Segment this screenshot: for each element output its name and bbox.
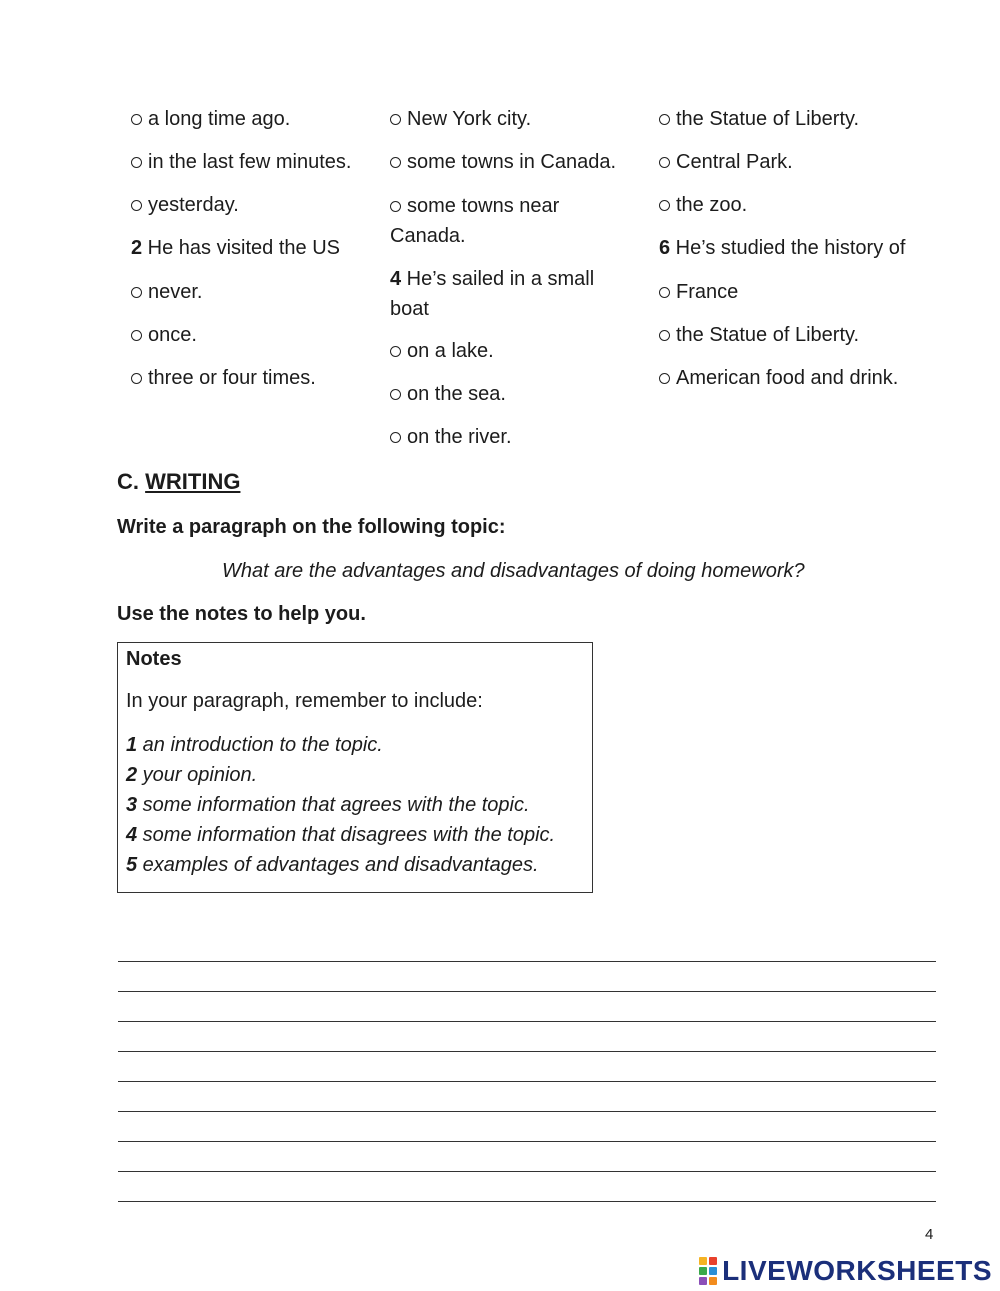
option-towns-near-canada[interactable]: some towns near (390, 194, 559, 218)
answer-line[interactable] (118, 961, 936, 962)
option-never[interactable]: never. (131, 280, 202, 304)
option-on-the-sea[interactable]: on the sea. (390, 382, 506, 406)
question-4-line2: boat (390, 298, 429, 320)
option-statue-of-liberty[interactable]: the Statue of Liberty. (659, 107, 859, 131)
radio-icon[interactable] (659, 373, 670, 384)
notes-title: Notes (126, 648, 182, 670)
answer-line[interactable] (118, 1201, 936, 1202)
notes-item: 5 examples of advantages and disadvantages. (126, 854, 539, 876)
section-heading-writing: C. WRITING (117, 469, 241, 494)
radio-icon[interactable] (390, 114, 401, 125)
radio-icon[interactable] (390, 201, 401, 212)
radio-icon[interactable] (390, 346, 401, 357)
radio-icon[interactable] (131, 330, 142, 341)
option-once[interactable]: once. (131, 323, 197, 347)
writing-instruction: Write a paragraph on the following topic: (117, 516, 506, 538)
notes-help-text: Use the notes to help you. (117, 603, 366, 625)
radio-icon[interactable] (131, 157, 142, 168)
option-yesterday[interactable]: yesterday. (131, 193, 239, 217)
notes-item: 4 some information that disagrees with the topic. (126, 824, 556, 846)
logo-block (709, 1257, 717, 1265)
question-6: 6 He’s studied the history of (659, 237, 906, 259)
option-three-or-four-times[interactable]: three or four times. (131, 366, 316, 390)
option-a-long-time-ago[interactable]: a long time ago. (131, 107, 290, 131)
notes-item: 2 your opinion. (126, 764, 258, 786)
notes-intro: In your paragraph, remember to include: (126, 690, 483, 712)
option-american-food-and-drink[interactable]: American food and drink. (659, 366, 898, 390)
radio-icon[interactable] (131, 200, 142, 211)
writing-topic: What are the advantages and disadvantages of doing homework? (222, 560, 805, 582)
option-last-few-minutes[interactable]: in the last few minutes. (131, 150, 351, 174)
liveworksheets-logo[interactable]: LIVEWORKSHEETS (699, 1255, 992, 1287)
option-towns-in-canada[interactable]: some towns in Canada. (390, 150, 616, 174)
notes-item: 3 some information that agrees with the topic. (126, 794, 530, 816)
logo-block (699, 1257, 707, 1265)
logo-block (699, 1267, 707, 1275)
radio-icon[interactable] (659, 114, 670, 125)
radio-icon[interactable] (131, 373, 142, 384)
answer-line[interactable] (118, 1081, 936, 1082)
logo-block (709, 1277, 717, 1285)
option-france[interactable]: France (659, 280, 738, 304)
option-towns-near-canada-line2: Canada. (390, 225, 466, 247)
answer-line[interactable] (118, 1051, 936, 1052)
option-central-park[interactable]: Central Park. (659, 150, 793, 174)
logo-block (699, 1277, 707, 1285)
option-statue-of-liberty-2[interactable]: the Statue of Liberty. (659, 323, 859, 347)
radio-icon[interactable] (390, 432, 401, 443)
option-new-york-city[interactable]: New York city. (390, 107, 531, 131)
radio-icon[interactable] (131, 114, 142, 125)
radio-icon[interactable] (131, 287, 142, 298)
radio-icon[interactable] (390, 389, 401, 400)
radio-icon[interactable] (659, 200, 670, 211)
logo-block (709, 1267, 717, 1275)
answer-line[interactable] (118, 1021, 936, 1022)
question-2: 2 He has visited the US (131, 237, 340, 259)
question-4: 4 He’s sailed in a small (390, 268, 595, 290)
radio-icon[interactable] (659, 330, 670, 341)
radio-icon[interactable] (390, 157, 401, 168)
answer-line[interactable] (118, 1111, 936, 1112)
logo-icon (699, 1257, 717, 1285)
answer-line[interactable] (118, 1141, 936, 1142)
answer-line[interactable] (118, 1171, 936, 1172)
notes-item: 1 an introduction to the topic. (126, 734, 383, 756)
notes-box (117, 642, 593, 893)
answer-line[interactable] (118, 991, 936, 992)
page-number: 4 (925, 1226, 934, 1243)
option-on-a-lake[interactable]: on a lake. (390, 339, 494, 363)
option-the-zoo[interactable]: the zoo. (659, 193, 747, 217)
option-on-the-river[interactable]: on the river. (390, 425, 512, 449)
radio-icon[interactable] (659, 157, 670, 168)
radio-icon[interactable] (659, 287, 670, 298)
